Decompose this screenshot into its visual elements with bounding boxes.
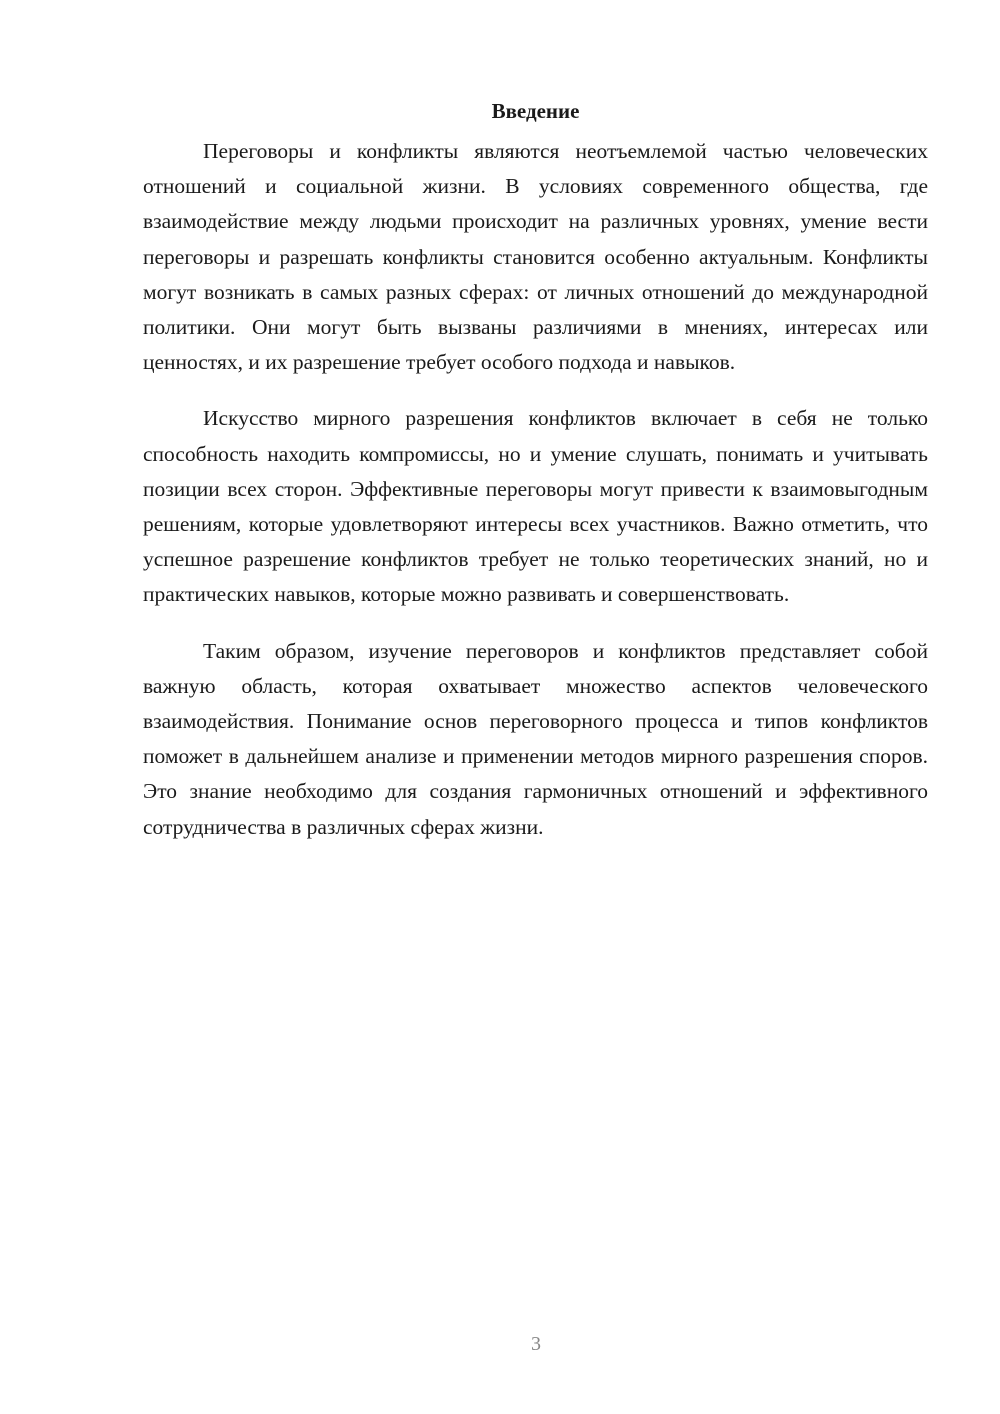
paragraph-3: Таким образом, изучение переговоров и конфликтов представляет собой важную область, которая охватывает множество аспектов человеческого взаимодействия. Понимание основ переговорного процесса и типов конфликтов поможет в дальнейшем анализе и применении методов мирного разрешения споров. Это знание необходимо для создания гармоничных отношений и эффективного сотрудничества в различных сферах жизни. [143, 638, 928, 839]
section-heading: Введение [491, 99, 580, 123]
page-number: 3 [531, 1333, 541, 1355]
paragraph-1: Переговоры и конфликты являются неотъемлемой частью человеческих отношений и социальной жизни. В условиях современного общества, где взаимодействие между людьми происходит на различных уровнях, умение вести переговоры и разрешать конфликты становится особенно актуальным. Конфликты могут возникать в самых разных сферах: от личных отношений до международной политики. Они могут быть вызваны различиями в мнениях, интересах или ценностях, и их разрешение требует особого подхода и навыков. [143, 139, 928, 375]
paragraph-2: Искусство мирного разрешения конфликтов включает в себя не только способность находить компромиссы, но и умение слушать, понимать и учитывать позиции всех сторон. Эффективные переговоры могут привести к взаимовыгодным решениям, которые удовлетворяют интересы всех участников. Важно отметить, что успешное разрешение конфликтов требует не только теоретических знаний, но и практических навыков, которые можно развивать и совершенствовать. [143, 406, 928, 607]
document-body [143, 96, 928, 866]
